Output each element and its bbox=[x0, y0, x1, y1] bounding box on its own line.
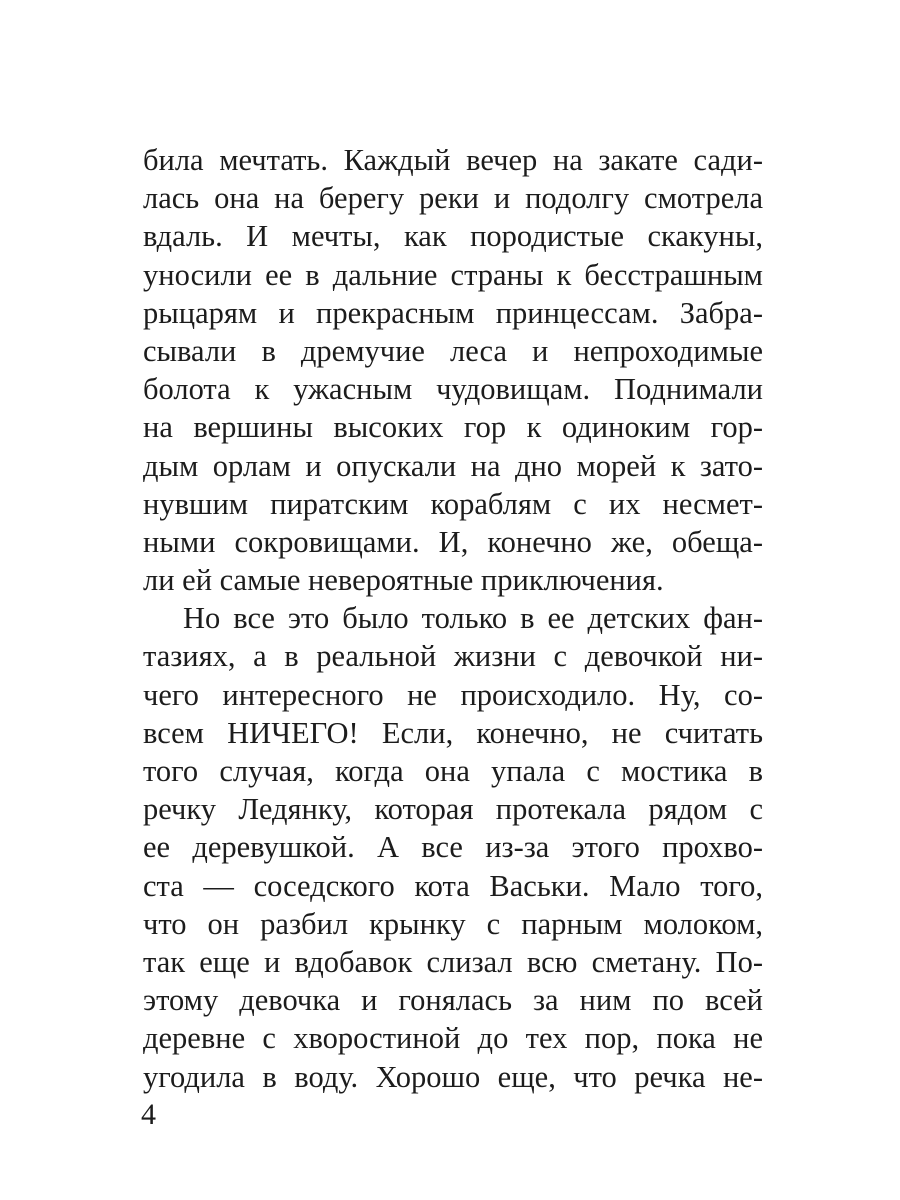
paragraph-end-line: ли ей самые невероятные приключения. bbox=[143, 563, 664, 598]
text-line: угодила в воду. Хорошо еще, что речка не- bbox=[143, 1059, 763, 1094]
text-line: деревне с хворостиной до тех пор, пока не bbox=[143, 1021, 763, 1056]
text-line: ее деревушкой. А все из-за этого прохво- bbox=[143, 830, 763, 865]
text-line: била мечтать. Каждый вечер на закате сади- bbox=[143, 143, 763, 177]
text-line: рыцарям и прекрасным принцессам. Забра- bbox=[143, 295, 763, 330]
text-line: уносили ее в дальние страны к бесстрашным bbox=[143, 257, 763, 292]
text-line: тазиях, а в реальной жизни с девочкой ни- bbox=[143, 639, 763, 674]
text-line: чего интересного не происходило. Ну, со- bbox=[143, 677, 763, 712]
text-line: того случая, когда она упала с мостика в bbox=[143, 754, 763, 788]
text-line: этому девочка и гонялась за ним по всей bbox=[143, 983, 763, 1018]
page-number: 4 bbox=[141, 1098, 156, 1131]
text-line: что он разбил крынку с парным молоком, bbox=[143, 906, 763, 941]
body-text bbox=[143, 141, 763, 1096]
text-line: ными сокровищами. И, конечно же, обеща- bbox=[143, 524, 763, 559]
paragraph-start-line: Но все это было только в ее детских фан- bbox=[183, 601, 763, 636]
text-line: речку Ледянку, которая протекала рядом с bbox=[143, 792, 763, 827]
text-line: болота к ужасным чудовищам. Поднимали bbox=[143, 372, 763, 407]
text-line: лась она на берегу реки и подолгу смотрела bbox=[143, 181, 763, 216]
text-line: так еще и вдобавок слизал всю сметану. По- bbox=[143, 944, 763, 979]
text-line: всем НИЧЕГО! Если, конечно, не считать bbox=[143, 715, 763, 750]
text-line: дым орлам и опускали на дно морей к зато- bbox=[143, 448, 763, 483]
text-line: вдаль. И мечты, как породистые скакуны, bbox=[143, 219, 763, 254]
text-line: нувшим пиратским кораблям с их несмет- bbox=[143, 486, 763, 521]
text-line: ста — соседского кота Васьки. Мало того, bbox=[143, 868, 763, 903]
text-line: на вершины высоких гор к одиноким гор- bbox=[143, 410, 763, 445]
text-line: сывали в дремучие леса и непроходимые bbox=[143, 333, 763, 368]
